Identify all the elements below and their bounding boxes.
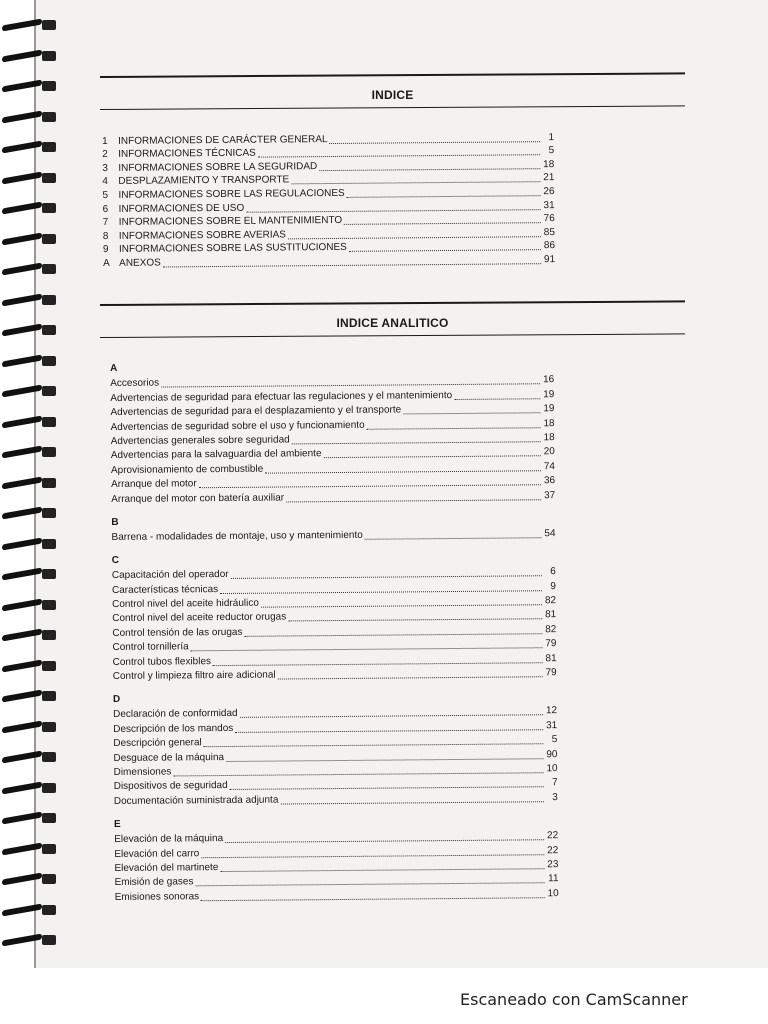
punch-hole [42,813,56,823]
entry-page: 3 [552,791,558,803]
spiral-coil [2,598,56,612]
entry-title: Aprovisionamiento de combustible [110,463,264,476]
spiral-coil [2,933,56,947]
analytic-index-title: INDICE ANALITICO [336,316,449,330]
entry-title: Elevación de la máquina [114,833,224,846]
entry-page: 90 [546,748,558,760]
index-header [100,76,685,102]
entry-title: Control nivel del aceite reductor orugas [112,611,287,625]
entry-title: Documentación suministrada adjunta [113,794,279,807]
spiral-coil [2,262,56,276]
toc-title: INFORMACIONES SOBRE LAS REGULACIONES [118,187,345,201]
punch-hole [42,722,56,732]
entry-page: 20 [543,446,555,458]
toc-page: 18 [543,158,555,170]
toc-page: 26 [543,186,555,198]
coil-wire [2,903,42,916]
toc-title: ANEXOS [119,257,161,269]
entry-page: 18 [543,432,555,444]
punch-hole [42,508,56,518]
entry-title: Advertencias para la salvaguardia del ambiente [110,448,322,462]
punch-hole [42,905,56,915]
index-letter: C [111,554,120,566]
punch-hole [42,539,56,549]
coil-wire [2,354,42,367]
entry-page: 10 [547,887,559,899]
spiral-coil [2,384,56,398]
entry-title: Advertencias generales sobre seguridad [110,434,290,447]
punch-hole [42,51,56,61]
spiral-coil [2,323,56,337]
coil-wire [2,842,42,855]
entry-page: 6 [550,566,556,578]
toc-number: 3 [102,162,108,174]
spiral-coil [2,171,56,185]
entry-page: 19 [543,388,555,401]
toc-number: 5 [102,189,109,201]
entry-title: Control y limpieza filtro aire adicional [112,669,276,683]
punch-hole [42,844,56,854]
coil-wire [2,262,42,275]
spiral-coil [2,720,56,734]
spiral-coil [2,506,56,520]
entry-page: 36 [543,475,556,487]
toc-title: INFORMACIONES DE USO [118,202,245,215]
table-of-contents [102,130,555,270]
entry-title: Descripción de los mandos [113,722,234,735]
toc-title: INFORMACIONES SOBRE EL MANTENIMIENTO [118,215,343,229]
toc-page: 5 [548,145,555,157]
leader-dots [367,426,541,430]
spiral-coil [2,781,56,795]
coil-wire [2,689,42,702]
coil-wire [2,933,42,946]
spiral-coil [2,79,56,93]
spiral-coil [2,49,56,63]
punch-hole [42,112,56,122]
punch-hole [42,417,56,427]
leader-dots [365,536,542,540]
punch-hole [42,691,56,701]
coil-wire [2,567,42,580]
punch-hole [42,630,56,640]
entry-title: Dimensiones [113,766,172,778]
punch-hole [42,264,56,274]
leader-dots [330,140,541,144]
toc-page: 91 [543,253,556,266]
toc-title: INFORMACIONES DE CARÁCTER GENERAL [118,133,328,147]
punch-hole [42,295,56,305]
spiral-coil [2,232,56,246]
entry-title: Descripción general [113,737,202,750]
entry-page: 19 [543,403,555,415]
punch-hole [42,661,56,671]
toc-number: 4 [102,176,109,188]
toc-page: 31 [543,199,555,211]
punch-hole [42,935,56,945]
punch-hole [42,356,56,366]
toc-page: 21 [543,172,555,184]
entry-title: Desguace de la máquina [113,751,225,764]
entry-page: 74 [543,460,555,472]
coil-wire [2,140,42,153]
entry-page: 7 [552,777,558,789]
entry-title: Arranque del motor con batería auxiliar [111,492,285,505]
punch-hole [42,203,56,213]
punch-hole [42,874,56,884]
coil-wire [2,323,42,336]
coil-wire [2,79,42,92]
entry-title: Control tornillería [112,641,189,654]
entry-page: 79 [545,638,557,650]
coil-wire [2,232,42,245]
scanner-watermark: Escaneado con CamScanner [460,990,688,1009]
toc-number: 9 [102,244,109,256]
toc-page: 1 [548,131,555,143]
entry-title: Declaración de conformidad [113,708,238,721]
spiral-coil [2,872,56,886]
index-entry [111,526,555,544]
leader-dots [403,411,540,414]
toc-title: INFORMACIONES SOBRE LAS SUSTITUCIONES [118,242,347,256]
toc-number: 2 [102,149,108,161]
spiral-coil [2,842,56,856]
entry-page: 81 [545,609,557,621]
entry-page: 11 [548,873,559,885]
punch-hole [42,173,56,183]
entry-page: 54 [544,528,556,540]
coil-wire [2,201,42,214]
coil-wire [2,811,42,824]
entry-title: Arranque del motor [111,478,197,491]
spiral-coil [2,659,56,673]
toc-number: 6 [102,203,109,215]
toc-page: 85 [543,226,555,238]
leader-dots [286,498,541,502]
punch-hole [42,20,56,30]
index-group [113,689,558,808]
entry-page: 18 [543,417,555,429]
spiral-coil [2,445,56,459]
spiral-coil [2,567,56,581]
entry-page: 82 [544,595,557,607]
entry-title: Emisiones sonoras [114,890,200,903]
toc-number: 7 [102,217,109,229]
spiral-coil [2,140,56,154]
leader-dots [349,249,541,253]
entry-title: Elevación del carro [114,847,200,860]
entry-page: 9 [550,580,557,592]
spiral-coil [2,18,56,32]
entry-page: 22 [546,830,559,842]
coil-wire [2,720,42,733]
coil-wire [2,781,42,794]
toc-title: INFORMACIONES SOBRE AVERIAS [118,229,287,242]
entry-title: Advertencias de seguridad para efectuar las regulaciones y el mantenimiento [110,389,453,404]
punch-hole [42,600,56,610]
entry-title: Advertencias de seguridad para el desplazamiento y el transporte [110,404,402,419]
toc-title: INFORMACIONES TÉCNICAS [118,147,256,161]
index-group [111,512,555,544]
coil-wire [2,384,42,397]
entry-title: Control tensión de las orugas [112,626,243,639]
entry-title: Emisión de gases [114,876,194,889]
coil-wire [2,445,42,458]
spiral-coil [2,628,56,642]
coil-wire [2,506,42,519]
spiral-coil [2,354,56,368]
coil-wire [2,171,42,184]
spiral-coil [2,537,56,551]
entry-title: Características técnicas [111,583,219,596]
index-letter: E [113,818,121,830]
spiral-coil [2,201,56,215]
entry-page: 22 [547,844,559,856]
index-group [112,550,557,683]
index-letter: B [111,516,119,528]
entry-page: 37 [544,489,556,501]
punch-hole [42,447,56,457]
entry-page: 23 [547,859,559,871]
spiral-coil [2,750,56,764]
punch-hole [42,234,56,244]
entry-title: Control tubos flexibles [112,655,212,668]
punch-hole [42,325,56,335]
coil-wire [2,659,42,672]
spiral-coil [2,476,56,490]
toc-page: 86 [543,240,556,252]
leader-dots [201,896,545,901]
coil-wire [2,110,42,123]
leader-dots [454,397,540,400]
toc-number: A [103,257,110,269]
analytic-index [110,358,559,914]
analytic-index-header [100,304,685,330]
entry-page: 10 [546,763,558,775]
leader-dots [347,194,541,198]
spiral-binding [0,0,62,968]
entry-title: Control nivel del aceite hidráulico [112,597,259,611]
punch-hole [42,752,56,762]
punch-hole [42,783,56,793]
index-group [114,814,559,904]
entry-page: 79 [545,667,557,679]
index-title: INDICE [371,88,414,102]
spiral-coil [2,903,56,917]
index-letter: D [112,693,121,706]
leader-dots [280,800,543,804]
entry-title: Elevación del martinete [114,862,219,874]
coil-wire [2,18,42,31]
coil-wire [2,628,42,641]
spiral-coil [2,110,56,124]
entry-page: 5 [551,734,558,746]
entry-title: Accesorios [110,377,160,390]
punch-hole [42,478,56,488]
punch-hole [42,569,56,579]
punch-hole [42,386,56,396]
coil-wire [2,598,42,611]
spiral-coil [2,293,56,307]
coil-wire [2,537,42,550]
coil-wire [2,872,42,885]
index-group [110,358,555,505]
entry-title: Dispositivos de seguridad [113,780,228,793]
punch-hole [42,81,56,91]
entry-page: 12 [545,705,558,717]
entry-page: 81 [545,652,557,664]
entry-title: Capacitación del operador [111,569,229,582]
coil-wire [2,415,42,428]
entry-title: Barrena - modalidades de montaje, uso y mantenimiento [111,529,363,543]
toc-number: 8 [102,230,109,242]
punch-hole [42,142,56,152]
leader-dots [344,221,541,225]
entry-page: 31 [546,719,558,732]
spiral-coil [2,811,56,825]
spiral-coil [2,415,56,429]
toc-number: 1 [102,135,108,147]
coil-wire [2,49,42,62]
leader-dots [278,675,543,679]
toc-title: INFORMACIONES SOBRE LA SEGURIDAD [118,160,318,174]
toc-page: 76 [543,213,555,225]
entry-page: 82 [545,623,557,636]
coil-wire [2,476,42,489]
spiral-coil [2,689,56,703]
entry-page: 16 [543,374,555,386]
entry-title: Advertencias de seguridad sobre el uso y funcionamiento [110,419,365,433]
index-letter: A [110,362,118,374]
coil-wire [2,293,42,306]
coil-wire [2,750,42,763]
toc-title: DESPLAZAMIENTO Y TRANSPORTE [118,174,290,188]
